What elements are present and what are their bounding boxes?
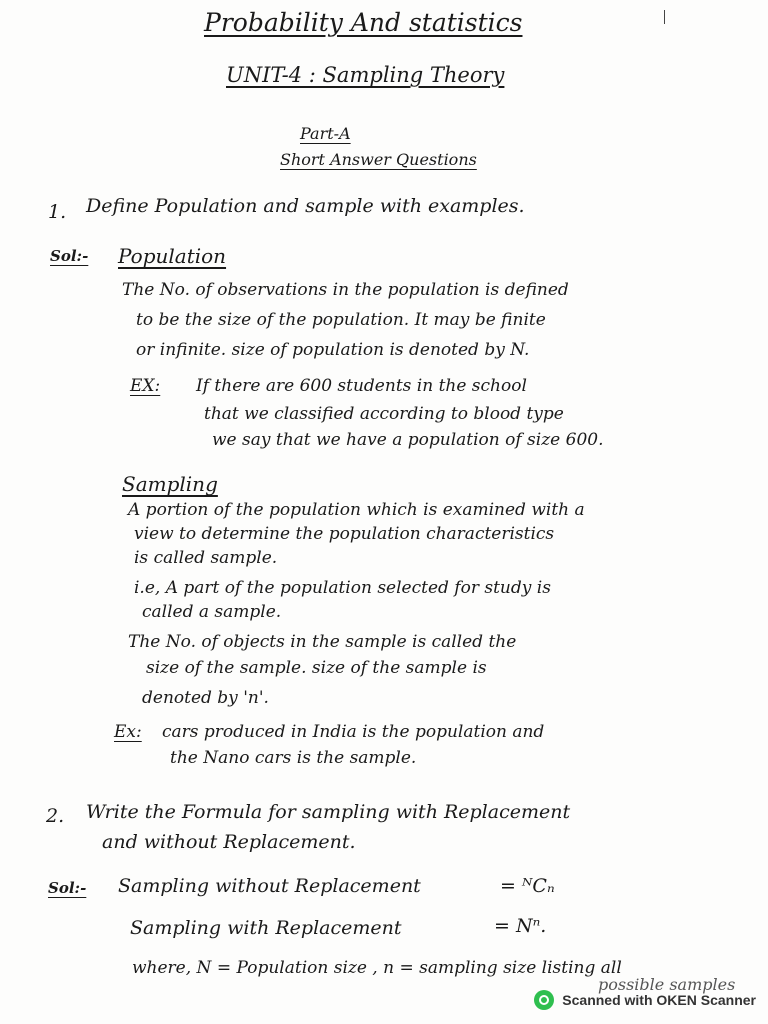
sampling-ex-line-1: cars produced in India is the population and	[162, 722, 545, 742]
q2-sol-label: Sol:-	[48, 879, 87, 897]
where-line: where, N = Population size , n = sampling size listing all	[132, 958, 622, 978]
q1-sol-label: Sol:-	[50, 247, 89, 265]
sampling-line-7: size of the sample. size of the sample is	[146, 658, 487, 678]
margin-mark	[664, 10, 665, 24]
section-heading: Short Answer Questions	[280, 150, 477, 169]
population-ex-line-3: we say that we have a population of size 600.	[212, 430, 604, 450]
oken-scanner-icon	[534, 990, 554, 1010]
sampling-line-4: i.e, A part of the population selected for study is	[134, 578, 551, 598]
sampling-ex-line-2: the Nano cars is the sample.	[170, 748, 417, 768]
sampling-ex-label: Ex:	[114, 722, 142, 742]
page-title: Probability And statistics	[204, 8, 523, 37]
population-ex-line-2: that we classified according to blood type	[204, 404, 564, 424]
part-heading: Part-A	[300, 124, 351, 143]
q2-question-line-1: Write the Formula for sampling with Replacement	[86, 801, 571, 823]
q1-question: Define Population and sample with examples.	[86, 195, 525, 217]
sampling-line-2: view to determine the population characteristics	[134, 524, 555, 544]
scanner-watermark	[534, 989, 756, 1011]
population-ex-line-1: If there are 600 students in the school	[196, 376, 527, 396]
population-heading: Population	[118, 244, 227, 268]
population-line-3: or infinite. size of population is denoted by N.	[136, 340, 530, 360]
sampling-line-5: called a sample.	[142, 602, 282, 622]
population-ex-label: EX:	[130, 376, 161, 396]
scanner-watermark-text: Scanned with OKEN Scanner	[562, 992, 756, 1008]
unit-heading: UNIT-4 : Sampling Theory	[226, 63, 505, 87]
where-line-tail: possible samples	[598, 975, 736, 994]
q2-question-line-2: and without Replacement.	[102, 831, 356, 853]
without-replacement-label: Sampling without Replacement	[118, 875, 421, 897]
population-line-1: The No. of observations in the population is defined	[122, 280, 569, 300]
with-replacement-formula: = Nⁿ.	[494, 915, 547, 937]
sampling-line-8: denoted by 'n'.	[142, 688, 269, 708]
sampling-line-3: is called sample.	[134, 548, 278, 568]
q2-number: 2.	[46, 805, 65, 827]
sampling-line-1: A portion of the population which is examined with a	[128, 500, 585, 520]
sampling-heading: Sampling	[122, 472, 218, 496]
population-line-2: to be the size of the population. It may be finite	[136, 310, 546, 330]
without-replacement-formula: = ᴺCₙ	[500, 875, 555, 897]
q1-number: 1.	[48, 201, 67, 223]
with-replacement-label: Sampling with Replacement	[130, 917, 402, 939]
sampling-line-6: The No. of objects in the sample is called the	[128, 632, 517, 652]
